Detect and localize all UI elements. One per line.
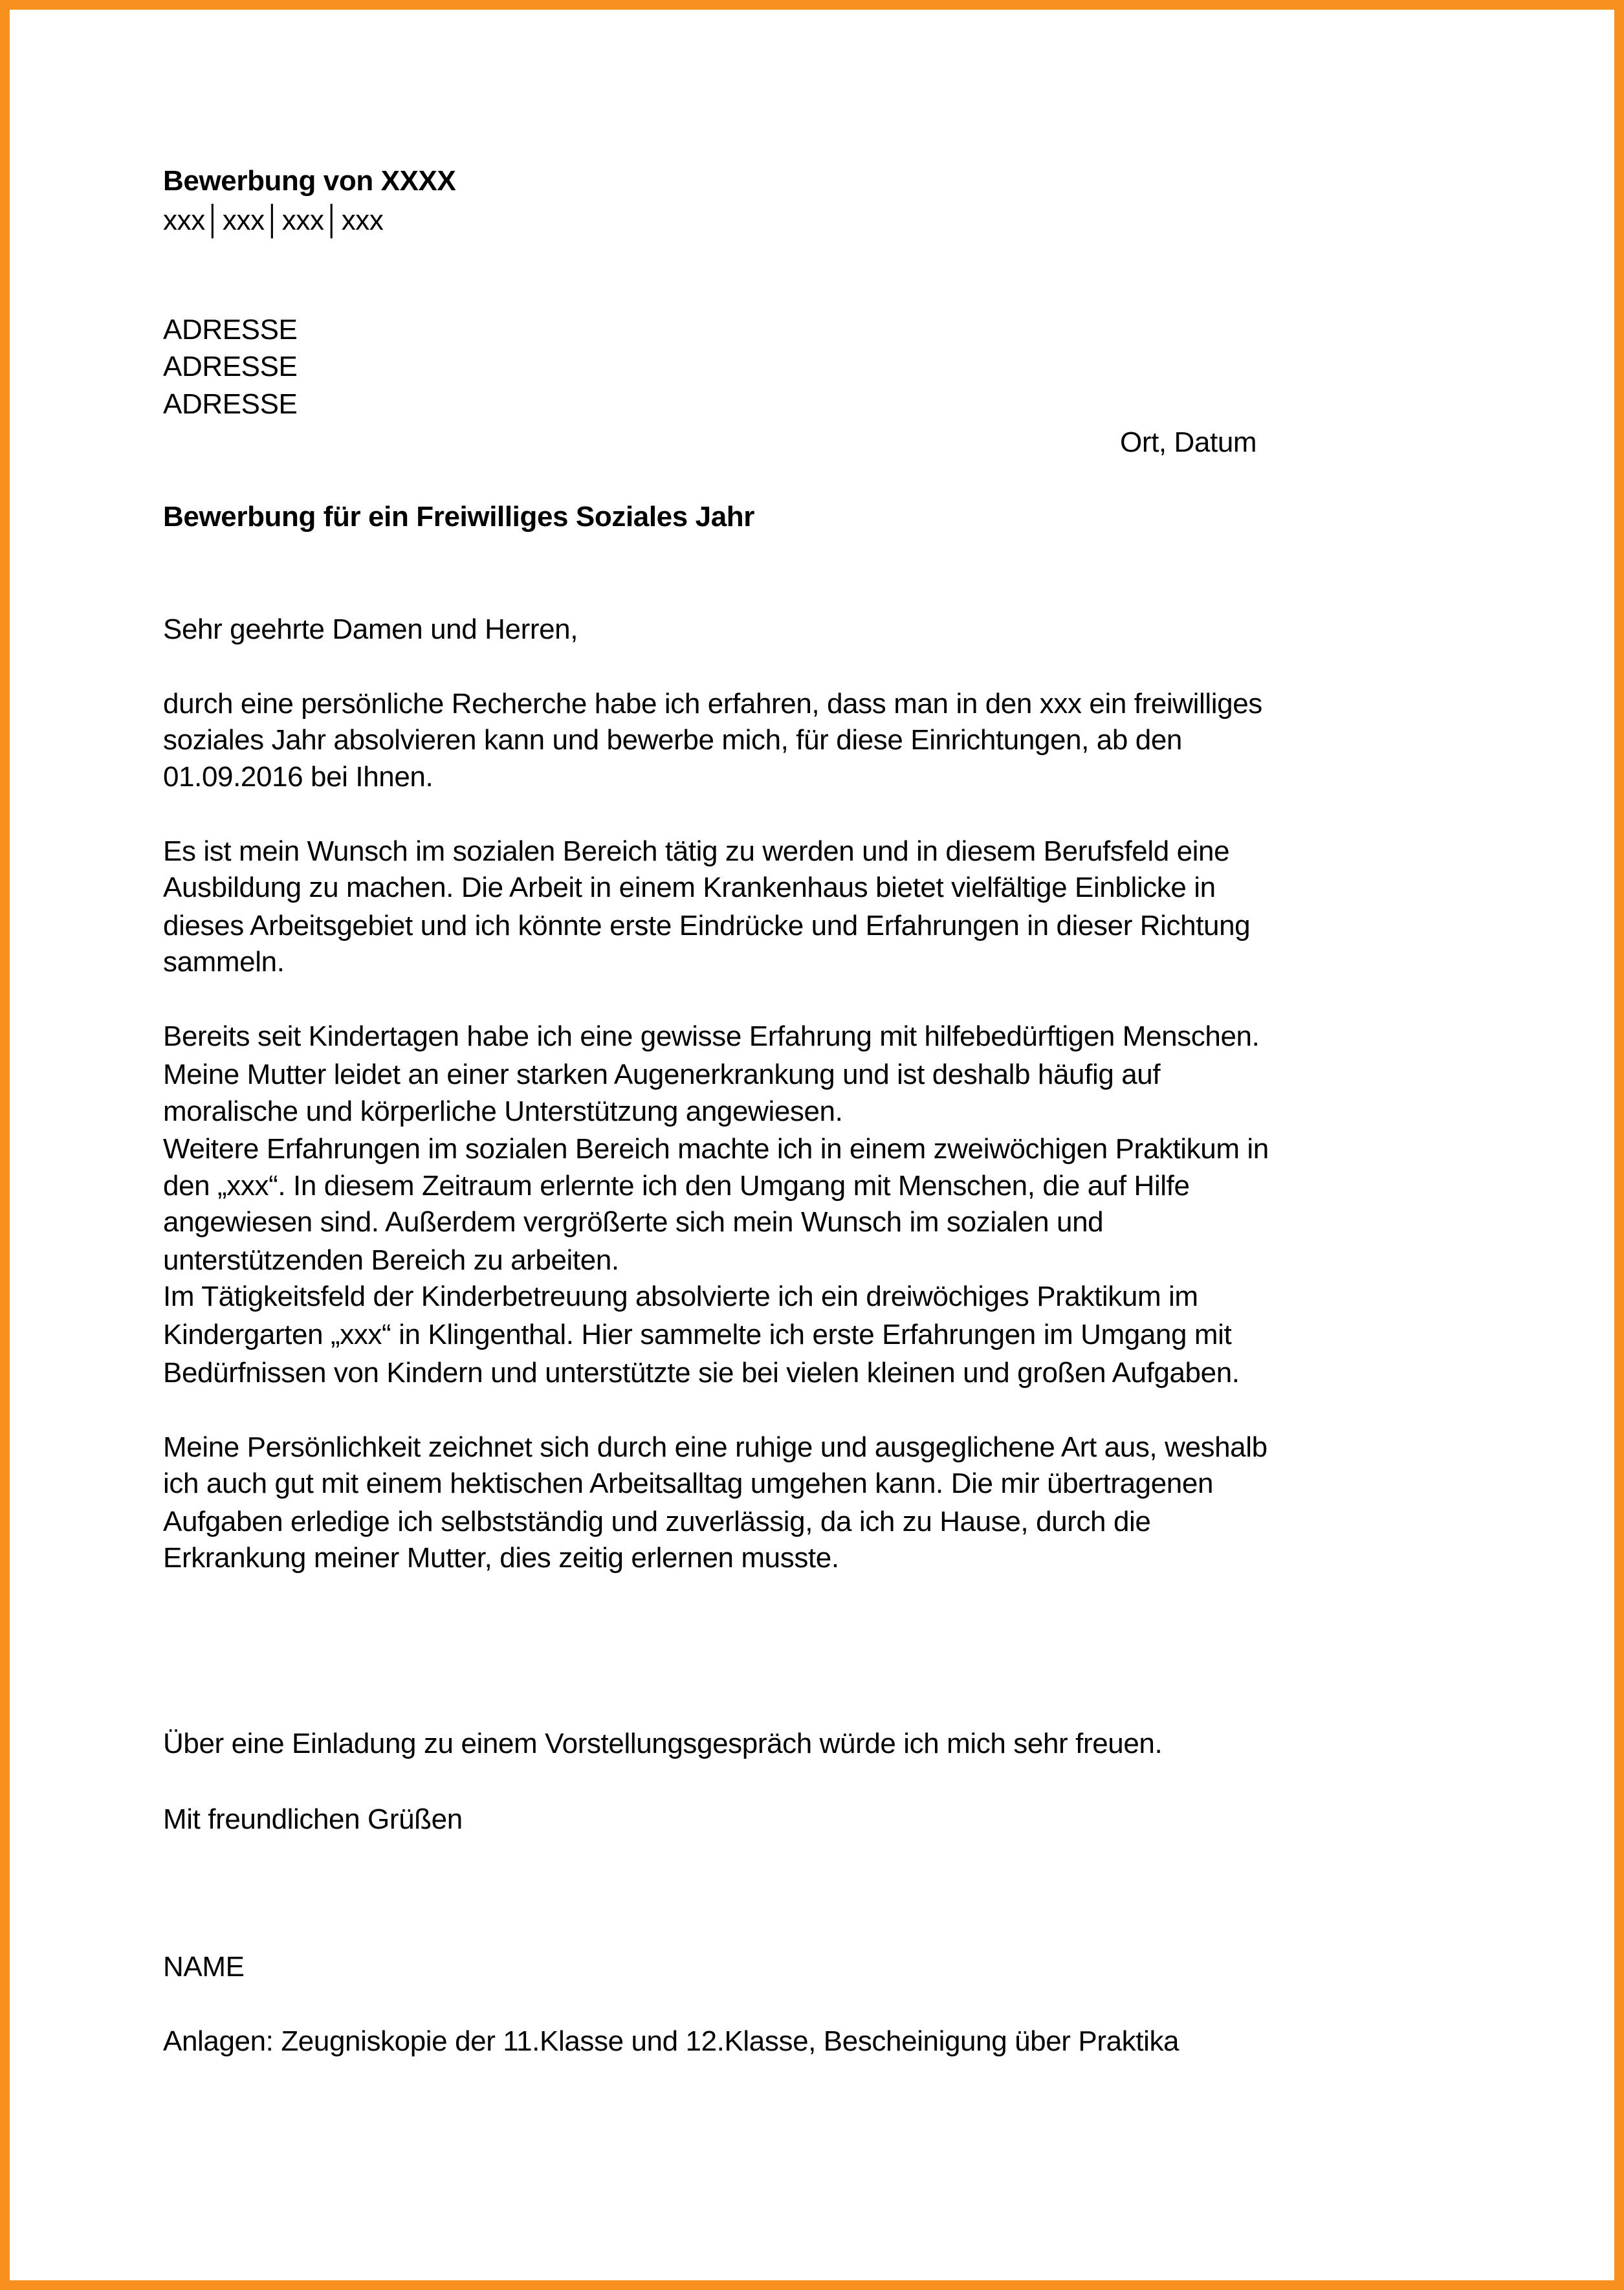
paragraph-3-line: Weitere Erfahrungen im sozialen Bereich machte ich in einem zweiwöchigen Praktikum in [163,1133,1269,1165]
paragraph-4-line: ich auch gut mit einem hektischen Arbeitsalltag umgehen kann. Die mir übertragenen [163,1468,1214,1499]
recipient-address-line: ADRESSE [163,388,298,420]
paragraph-3-line: moralische und körperliche Unterstützung angewiesen. [163,1095,843,1127]
paragraph-3-line: Bereits seit Kindertagen habe ich eine gewisse Erfahrung mit hilfebedürftigen Menschen. [163,1020,1260,1052]
subject-line: Bewerbung für ein Freiwilliges Soziales Jahr [163,501,754,533]
closing-sentence: Über eine Einladung zu einem Vorstellungsgespräch würde ich mich sehr freuen. [163,1728,1163,1759]
paragraph-3-line: Meine Mutter leidet an einer starken Augenerkrankung und ist deshalb häufig auf [163,1059,1161,1090]
paragraph-1-line: durch eine persönliche Recherche habe ich erfahren, dass man in den xxx ein freiwilliges [163,688,1262,720]
paragraph-1-line: soziales Jahr absolvieren kann und bewerbe mich, für diese Einrichtungen, ab den [163,724,1182,756]
sender-contact-line: xxx│xxx│xxx│xxx [163,204,384,236]
paragraph-3-line: Kindergarten „xxx“ in Klingenthal. Hier sammelte ich erste Erfahrungen im Umgang mit [163,1319,1232,1350]
paragraph-4-line: Aufgaben erledige ich selbstständig und zuverlässig, da ich zu Hause, durch die [163,1506,1151,1537]
paragraph-3-line: den „xxx“. In diesem Zeitraum erlernte ich den Umgang mit Menschen, die auf Hilfe [163,1170,1190,1202]
sender-title: Bewerbung von XXXX [163,165,456,197]
place-date: Ort, Datum [1120,426,1257,458]
paragraph-2-line: Es ist mein Wunsch im sozialen Bereich tätig zu werden und in diesem Berufsfeld eine [163,835,1230,867]
regards: Mit freundlichen Grüßen [163,1803,463,1835]
recipient-address-line: ADRESSE [163,351,298,382]
salutation: Sehr geehrte Damen und Herren, [163,613,578,645]
paragraph-3-line: Bedürfnissen von Kindern und unterstützte sie bei vielen kleinen und großen Aufgaben. [163,1357,1240,1389]
paragraph-4-line: Meine Persönlichkeit zeichnet sich durch eine ruhige und ausgeglichene Art aus, weshalb [163,1431,1267,1463]
paragraph-1-line: 01.09.2016 bei Ihnen. [163,761,433,793]
paragraph-3-line: angewiesen sind. Außerdem vergrößerte sich mein Wunsch im sozialen und [163,1206,1104,1238]
recipient-address-line: ADRESSE [163,314,298,346]
paragraph-2-line: Ausbildung zu machen. Die Arbeit in einem Krankenhaus bietet vielfältige Einblicke in [163,872,1216,903]
paragraph-3-line: Im Tätigkeitsfeld der Kinderbetreuung absolvierte ich ein dreiwöchiges Praktikum im [163,1281,1198,1312]
paragraph-2-line: sammeln. [163,946,285,978]
paragraph-3-line: unterstützenden Bereich zu arbeiten. [163,1244,619,1276]
paragraph-2-line: dieses Arbeitsgebiet und ich könnte erste Eindrücke und Erfahrungen in dieser Richtung [163,910,1251,941]
paragraph-4-line: Erkrankung meiner Mutter, dies zeitig erlernen musste. [163,1542,839,1574]
attachments-line: Anlagen: Zeugniskopie der 11.Klasse und 12.Klasse, Bescheinigung über Praktika [163,2025,1180,2057]
signature-name: NAME [163,1951,245,1983]
